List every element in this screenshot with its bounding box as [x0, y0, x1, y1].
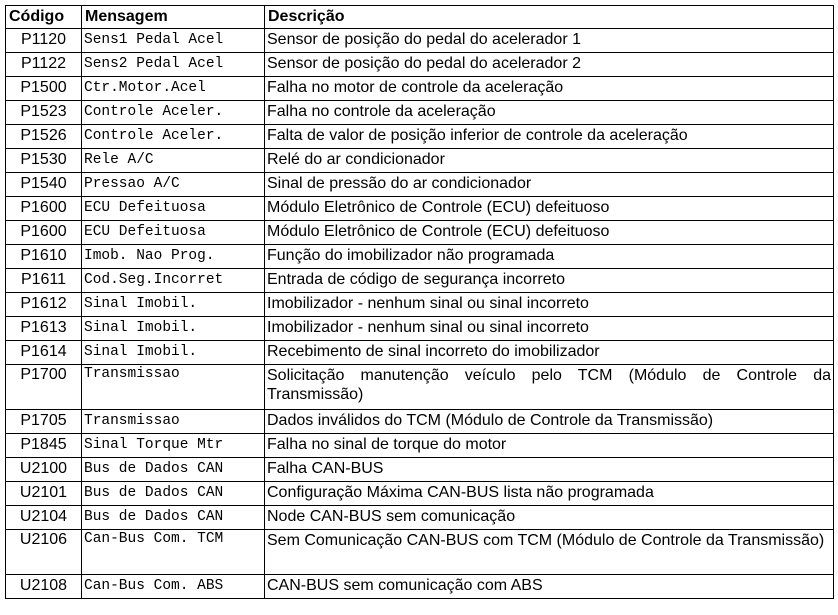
description-cell: Solicitação manutenção veículo pelo TCM (Módulo de Controle da Transmissão)	[265, 365, 834, 410]
description-cell: Sensor de posição do pedal do acelerador 1	[265, 29, 834, 53]
code-cell: P1500	[6, 77, 82, 101]
code-cell: P1705	[6, 410, 82, 434]
code-cell: P1845	[6, 434, 82, 458]
description-cell: Falha CAN-BUS	[265, 458, 834, 482]
message-cell: Controle Aceler.	[82, 101, 265, 125]
message-cell: Transmissao	[82, 410, 265, 434]
header-code: Código	[6, 6, 82, 29]
header-description: Descrição	[265, 6, 834, 29]
description-cell: Node CAN-BUS sem comunicação	[265, 506, 834, 530]
table-row	[6, 482, 834, 506]
message-cell: ECU Defeituosa	[82, 197, 265, 221]
table-row	[6, 575, 834, 599]
message-cell: Controle Aceler.	[82, 125, 265, 149]
table-row	[6, 269, 834, 293]
code-cell: P1612	[6, 293, 82, 317]
description-cell: Configuração Máxima CAN-BUS lista não programada	[265, 482, 834, 506]
description-cell: Falta de valor de posição inferior de controle da aceleração	[265, 125, 834, 149]
description-cell: Imobilizador - nenhum sinal ou sinal incorreto	[265, 293, 834, 317]
description-cell: Sinal de pressão do ar condicionador	[265, 173, 834, 197]
code-cell: U2104	[6, 506, 82, 530]
table-row	[6, 53, 834, 77]
description-cell: Recebimento de sinal incorreto do imobilizador	[265, 341, 834, 365]
description-cell: Sem Comunicação CAN-BUS com TCM (Módulo de Controle da Transmissão)	[265, 530, 834, 575]
table-header-row	[6, 6, 834, 29]
description-cell: Falha no motor de controle da aceleração	[265, 77, 834, 101]
table-row	[6, 506, 834, 530]
table-row	[6, 293, 834, 317]
table-row	[6, 221, 834, 245]
message-cell: Imob. Nao Prog.	[82, 245, 265, 269]
table-row	[6, 530, 834, 575]
description-cell: Módulo Eletrônico de Controle (ECU) defeituoso	[265, 221, 834, 245]
description-cell: Sensor de posição do pedal do acelerador 2	[265, 53, 834, 77]
message-cell: Can-Bus Com. TCM	[82, 530, 265, 575]
error-code-table	[5, 5, 834, 599]
message-cell: Rele A/C	[82, 149, 265, 173]
description-cell: CAN-BUS sem comunicação com ABS	[265, 575, 834, 599]
code-cell: P1700	[6, 365, 82, 410]
description-cell: Imobilizador - nenhum sinal ou sinal incorreto	[265, 317, 834, 341]
message-cell: Sens1 Pedal Acel	[82, 29, 265, 53]
code-cell: U2101	[6, 482, 82, 506]
code-cell: P1122	[6, 53, 82, 77]
table-row	[6, 29, 834, 53]
message-cell: ECU Defeituosa	[82, 221, 265, 245]
message-cell: Bus de Dados CAN	[82, 482, 265, 506]
table-row	[6, 410, 834, 434]
code-cell: P1530	[6, 149, 82, 173]
message-cell: Transmissao	[82, 365, 265, 410]
description-cell: Entrada de código de segurança incorreto	[265, 269, 834, 293]
table-row	[6, 317, 834, 341]
message-cell: Bus de Dados CAN	[82, 458, 265, 482]
message-cell: Sinal Imobil.	[82, 293, 265, 317]
message-cell: Cod.Seg.Incorret	[82, 269, 265, 293]
table-row	[6, 341, 834, 365]
code-cell: P1611	[6, 269, 82, 293]
code-cell: P1610	[6, 245, 82, 269]
description-cell: Relé do ar condicionador	[265, 149, 834, 173]
description-cell: Falha no controle da aceleração	[265, 101, 834, 125]
table-row	[6, 245, 834, 269]
table-row	[6, 149, 834, 173]
message-cell: Ctr.Motor.Acel	[82, 77, 265, 101]
table-row	[6, 77, 834, 101]
code-cell: U2108	[6, 575, 82, 599]
message-cell: Pressao A/C	[82, 173, 265, 197]
table-row	[6, 458, 834, 482]
description-cell: Falha no sinal de torque do motor	[265, 434, 834, 458]
table-row	[6, 101, 834, 125]
description-cell: Módulo Eletrônico de Controle (ECU) defeituoso	[265, 197, 834, 221]
code-cell: P1526	[6, 125, 82, 149]
table-row	[6, 434, 834, 458]
table-row	[6, 173, 834, 197]
code-cell: U2106	[6, 530, 82, 575]
message-cell: Sinal Imobil.	[82, 341, 265, 365]
description-cell: Função do imobilizador não programada	[265, 245, 834, 269]
code-cell: P1600	[6, 197, 82, 221]
table-row	[6, 197, 834, 221]
header-message: Mensagem	[82, 6, 265, 29]
message-cell: Bus de Dados CAN	[82, 506, 265, 530]
code-cell: U2100	[6, 458, 82, 482]
table-row	[6, 125, 834, 149]
code-cell: P1120	[6, 29, 82, 53]
code-cell: P1600	[6, 221, 82, 245]
message-cell: Sinal Imobil.	[82, 317, 265, 341]
message-cell: Sens2 Pedal Acel	[82, 53, 265, 77]
code-cell: P1540	[6, 173, 82, 197]
code-cell: P1613	[6, 317, 82, 341]
description-cell: Dados inválidos do TCM (Módulo de Controle da Transmissão)	[265, 410, 834, 434]
code-cell: P1614	[6, 341, 82, 365]
table-row	[6, 365, 834, 410]
message-cell: Can-Bus Com. ABS	[82, 575, 265, 599]
code-cell: P1523	[6, 101, 82, 125]
message-cell: Sinal Torque Mtr	[82, 434, 265, 458]
